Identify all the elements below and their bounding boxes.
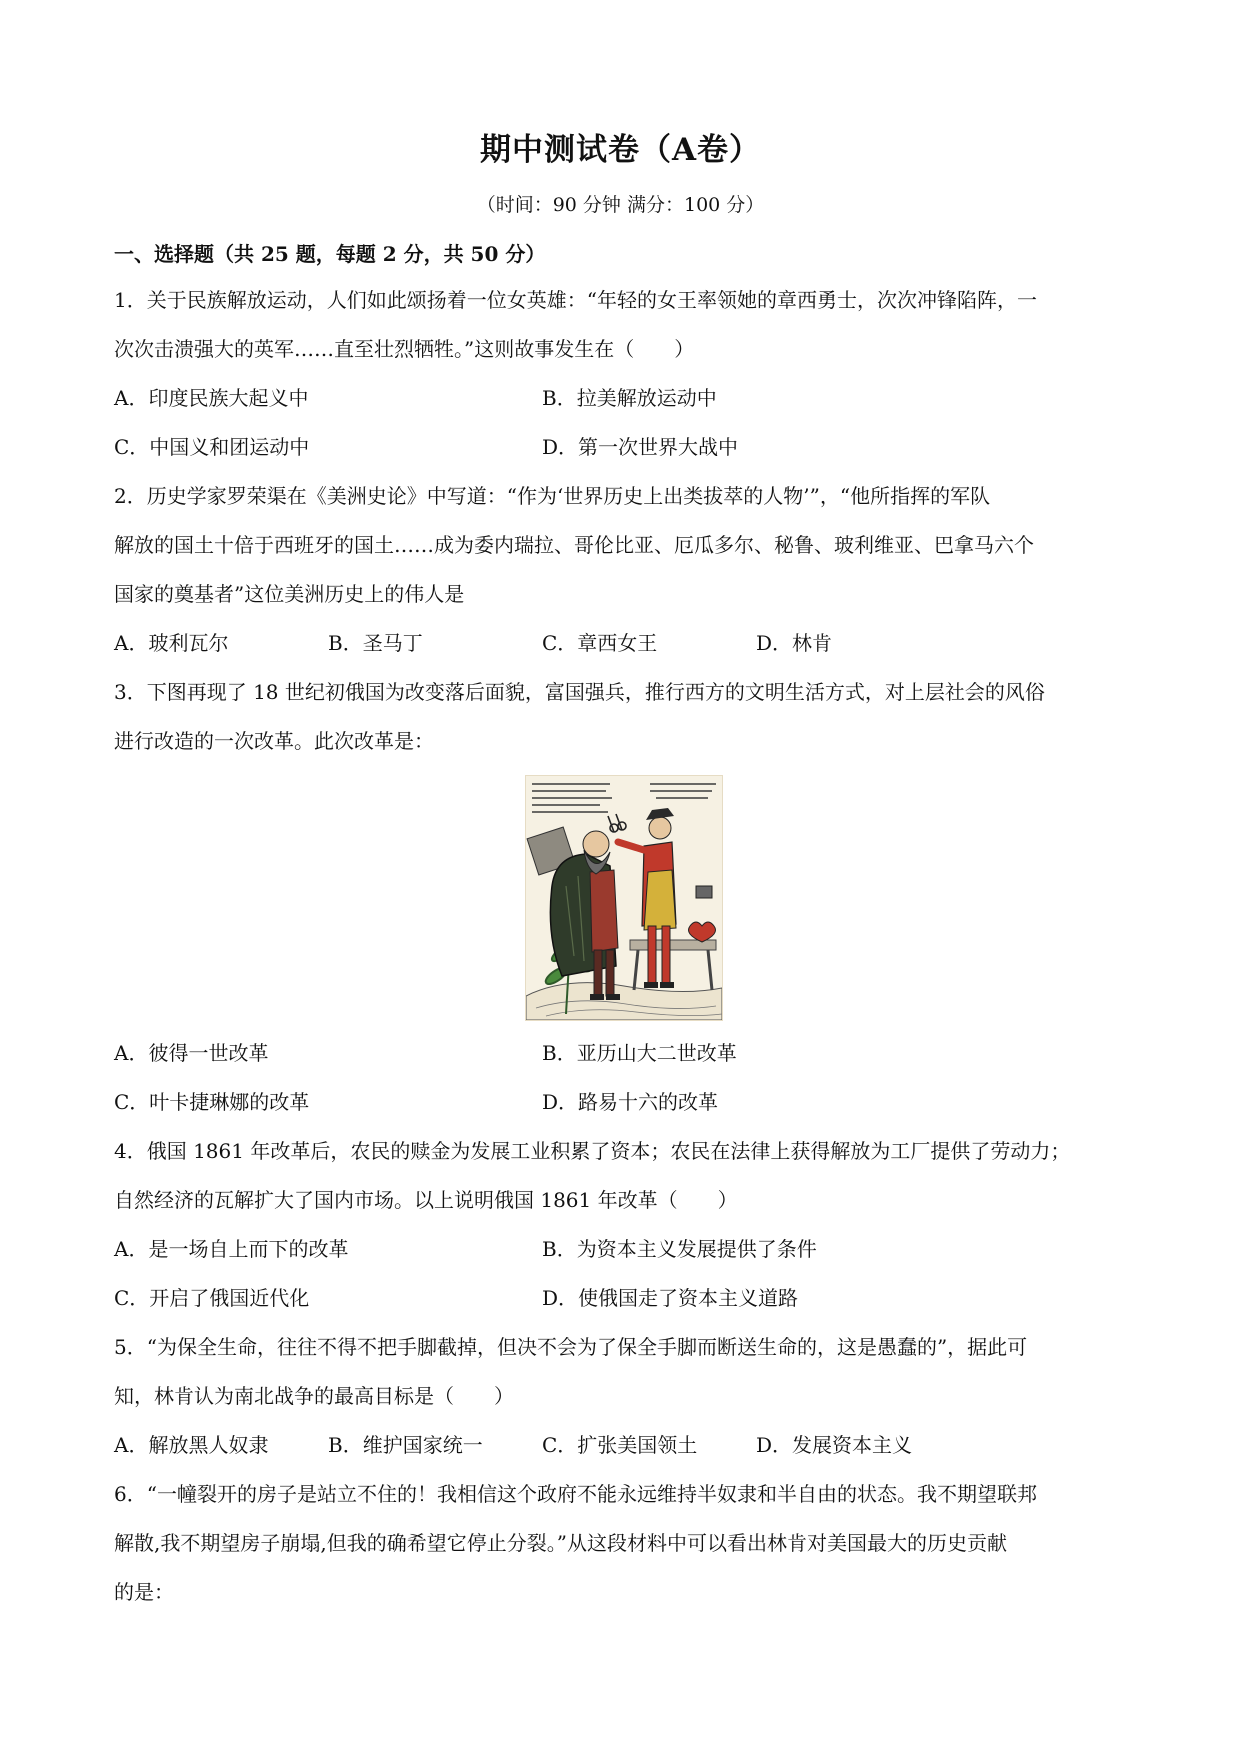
question-5-line-2: 知，林肯认为南北战争的最高目标是（ ） <box>114 1384 514 1408</box>
question-2-option-d: D．林肯 <box>756 631 833 655</box>
question-1-option-a: A．印度民族大起义中 <box>114 386 309 410</box>
question-5-option-d: D．发展资本主义 <box>756 1433 913 1457</box>
page-title: 期中测试卷（A卷） <box>479 132 762 168</box>
question-5-option-a: A．解放黑人奴隶 <box>114 1433 269 1457</box>
question-2-option-b: B．圣马丁 <box>328 631 423 655</box>
question-4-line-1: 4．俄国 1861 年改革后，农民的赎金为发展工业积累了资本；农民在法律上获得解放为工厂提供了劳动力； <box>114 1139 1071 1163</box>
question-3-option-b: B．亚历山大二世改革 <box>542 1041 737 1065</box>
question-5-option-c: C．扩张美国领土 <box>542 1433 698 1457</box>
question-1-option-c: C．中国义和团运动中 <box>114 435 310 459</box>
question-4-option-b: B．为资本主义发展提供了条件 <box>542 1237 817 1261</box>
question-1-option-d: D．第一次世界大战中 <box>542 435 739 459</box>
question-5-option-b: B．维护国家统一 <box>328 1433 483 1457</box>
question-3-option-a: A．彼得一世改革 <box>114 1041 269 1065</box>
peter-reform-illustration <box>525 775 723 1021</box>
question-3-option-c: C．叶卡捷琳娜的改革 <box>114 1090 310 1114</box>
question-4-line-2: 自然经济的瓦解扩大了国内市场。以上说明俄国 1861 年改革（ ） <box>114 1188 738 1212</box>
question-5-line-1: 5．“为保全生命，往往不得不把手脚截掉，但决不会为了保全手脚而断送生命的，这是愚蠢的”，据此可 <box>114 1335 1028 1359</box>
question-4-option-c: C．开启了俄国近代化 <box>114 1286 310 1310</box>
question-2-option-c: C．章西女王 <box>542 631 658 655</box>
question-6-line-1: 6．“一幢裂开的房子是站立不住的！我相信这个政府不能永远维持半奴隶和半自由的状态。我不期望联邦 <box>114 1482 1037 1506</box>
question-1-option-b: B．拉美解放运动中 <box>542 386 717 410</box>
question-1-line-1: 1．关于民族解放运动，人们如此颂扬着一位女英雄：“年轻的女王率领她的章西勇士，次次冲锋陷阵，一 <box>114 288 1037 312</box>
question-2-line-1: 2．历史学家罗荣渠在《美洲史论》中写道：“作为‘世界历史上出类拔萃的人物’”，“他所指挥的军队 <box>114 484 991 508</box>
question-3-line-1: 3．下图再现了 18 世纪初俄国为改变落后面貌，富国强兵，推行西方的文明生活方式，对上层社会的风俗 <box>114 680 1045 704</box>
question-2-line-3: 国家的奠基者”这位美洲历史上的伟人是 <box>114 582 465 606</box>
question-3-option-d: D．路易十六的改革 <box>542 1090 719 1114</box>
question-6-line-3: 的是： <box>114 1580 174 1604</box>
exam-time-score: （时间：90 分钟 满分：100 分） <box>476 194 765 216</box>
section-heading: 一、选择题（共 25 题，每题 2 分，共 50 分） <box>114 242 546 266</box>
woodcut-illustration-icon <box>526 776 722 1020</box>
question-1-line-2: 次次击溃强大的英军……直至壮烈牺牲。”这则故事发生在（ ） <box>114 337 695 361</box>
question-2-option-a: A．玻利瓦尔 <box>114 631 229 655</box>
question-6-line-2: 解散,我不期望房子崩塌,但我的确希望它停止分裂。”从这段材料中可以看出林肯对美国最大的历史贡献 <box>114 1531 1007 1555</box>
question-4-option-d: D．使俄国走了资本主义道路 <box>542 1286 799 1310</box>
question-4-option-a: A．是一场自上而下的改革 <box>114 1237 349 1261</box>
question-3-line-2: 进行改造的一次改革。此次改革是： <box>114 729 434 753</box>
question-2-line-2: 解放的国土十倍于西班牙的国土……成为委内瑞拉、哥伦比亚、厄瓜多尔、秘鲁、玻利维亚、巴拿马六个 <box>114 533 1034 557</box>
